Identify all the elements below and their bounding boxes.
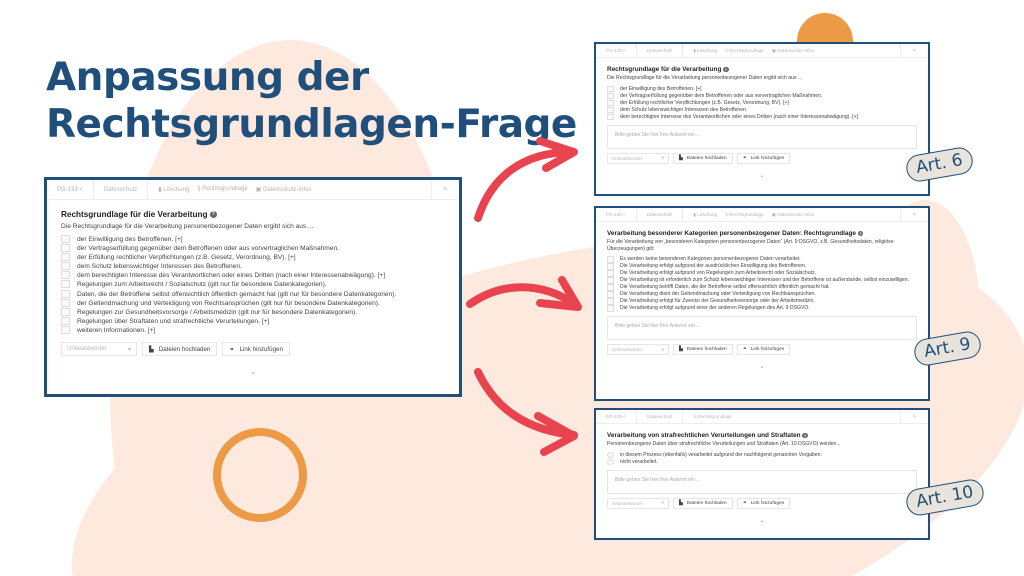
article-badge-art6: Art. 6 (904, 145, 975, 183)
status-select[interactable]: Unbeantwortet ▾ (607, 344, 669, 355)
checkbox[interactable] (607, 86, 614, 92)
answer-textarea[interactable]: Bitte geben Sie hier Ihre Antwort ein ... (607, 125, 917, 149)
upload-files-button[interactable]: ▙ Dateien hochladen (142, 342, 217, 356)
add-link-button[interactable]: ⚭ Link hinzufügen (737, 153, 791, 164)
option-item[interactable]: der Vertragserfüllung gegenüber dem Betroffenen oder aus vorvertraglichen Maßnahmen. (607, 93, 917, 100)
pencil-icon: ✎ (912, 413, 917, 419)
option-item[interactable]: Die Verarbeitung ist erforderlich zum Schutz lebenswichtiger Interessen und der Betroffene ist außerstande, selbst einzuwilligen. (607, 277, 917, 284)
link-icon: ⚭ (229, 345, 235, 353)
edit-button[interactable] (431, 180, 459, 199)
title-line-1: Anpassung der (46, 55, 369, 100)
question-id[interactable]: PG-135 < (596, 410, 637, 423)
tag-rechtsgrundlage[interactable]: § Rechtsgrundlage (693, 414, 732, 419)
question-description: Die Rechtsgrundlage für die Verarbeitung personenbezogener Daten ergibt sich aus ... (61, 223, 314, 230)
card-actions (607, 344, 917, 355)
checkbox[interactable] (61, 280, 70, 288)
file-icon: ▙ (679, 347, 683, 352)
question-title: Verarbeitung besonderer Kategorien personenbezogener Daten: Rechtsgrundlage ? (607, 230, 862, 237)
tag-rechtsgrundlage[interactable]: § Rechtsgrundlage (197, 186, 248, 192)
file-icon: ▙ (149, 345, 154, 353)
option-item[interactable]: Es werden keine besonderen Kategorien personenbezogener Daten verarbeitet. (607, 256, 917, 263)
checkbox[interactable] (61, 271, 70, 279)
checkbox[interactable] (61, 317, 70, 325)
id-card-icon: ▣ (255, 187, 262, 193)
question-description: Für die Verarbeitung von „besonderen Kategorien personenbezogener Daten“ (Art. 9 DSGVO, z.B. Gesundheitsdaten, religiöse Überzeugungen) gilt: (607, 239, 894, 252)
tag-datenschutz-infos[interactable]: ▣ Datenschutz-Infos (255, 187, 312, 193)
edit-button[interactable] (900, 208, 928, 221)
share-icon: < (623, 414, 626, 419)
category-label: Datenschutz (637, 208, 684, 221)
checkbox[interactable] (607, 100, 614, 106)
option-item[interactable]: Die Verarbeitung erfolgt aufgrund von Regelungen zum Arbeitsrecht oder Sozialschutz. (607, 270, 917, 277)
option-list (607, 256, 917, 312)
tag-list (148, 186, 431, 193)
tag-loeschung[interactable]: ▮ Löschung (693, 47, 718, 53)
option-list (607, 452, 917, 466)
option-item[interactable]: dem berechtigten Interesse des Verantwortlichen oder eines Dritten (nach einer Interessenabwägung). [+] (607, 114, 917, 121)
card-toolbar (596, 410, 928, 424)
checkbox[interactable] (61, 290, 70, 298)
pencil-icon: ✎ (442, 187, 449, 193)
upload-files-button[interactable]: ▙ Dateien hochladen (673, 153, 733, 164)
question-card-art6 (594, 42, 930, 196)
id-card-icon: ▣ (771, 211, 777, 217)
checkbox[interactable] (607, 263, 614, 269)
expand-chevron-icon[interactable]: ⌄ (759, 517, 765, 524)
tag-datenschutz-infos[interactable]: ▣ Datenschutz-Infos (771, 211, 815, 217)
category-label: Datenschutz (94, 180, 148, 199)
expand-chevron-icon[interactable]: ⌄ (759, 172, 765, 179)
paragraph-icon: § (197, 186, 201, 192)
help-icon[interactable]: ? (211, 211, 215, 218)
card-toolbar (47, 180, 459, 200)
trash-icon: ▮ (158, 187, 162, 193)
option-item[interactable]: dem Schutz lebenswichtiger Interessen des Betroffenen. (61, 262, 445, 271)
option-item[interactable]: der Erfüllung rechtlicher Verpflichtungen (z.B. Gesetz, Verordnung, BV). [+] (607, 100, 917, 107)
link-icon: ⚭ (742, 347, 747, 352)
question-title: Rechtsgrundlage für die Verarbeitung ? (61, 210, 215, 219)
tag-list (683, 48, 900, 54)
link-icon: ⚭ (742, 500, 747, 506)
article-badge-art10: Art. 10 (904, 477, 985, 517)
checkbox[interactable] (607, 277, 614, 283)
checkbox[interactable] (607, 270, 614, 276)
upload-files-button[interactable]: ▙ Dateien hochladen (673, 498, 733, 509)
option-item[interactable]: in diesem Prozess (ebenfalls) verarbeitet aufgrund der nachfolgend genannten Vorgaben. (607, 452, 917, 459)
file-icon: ▙ (679, 500, 683, 506)
id-card-icon: ▣ (771, 47, 777, 53)
article-badge-art9: Art. 9 (912, 329, 983, 367)
tag-list (683, 212, 900, 218)
checkbox[interactable] (607, 107, 614, 113)
checkbox[interactable] (607, 114, 614, 120)
card-actions (61, 342, 445, 356)
category-label: Datenschutz (637, 44, 684, 57)
question-id[interactable]: PG-133 < (596, 44, 637, 57)
pencil-icon: ✎ (912, 47, 917, 53)
checkbox[interactable] (607, 305, 614, 311)
tag-list (683, 414, 900, 419)
checkbox[interactable] (61, 235, 70, 243)
category-label: Datenschutz (637, 410, 684, 423)
status-select[interactable]: Unbeantwortet ▾ (607, 498, 669, 509)
checkbox[interactable] (607, 256, 614, 262)
option-item[interactable]: der Vertragserfüllung gegenüber dem Betroffenen oder aus vorvertraglichen Maßnahmen. (61, 244, 445, 253)
pencil-icon: ✎ (912, 211, 917, 217)
checkbox[interactable] (61, 244, 70, 252)
checkbox[interactable] (61, 308, 70, 316)
orange-ring-decoration (213, 428, 307, 522)
option-item[interactable]: Die Verarbeitung dient der Geltendmachung oder Verteidigung von Rechtsansprüchen. (607, 291, 917, 298)
question-title: Verarbeitung von strafrechtlichen Verurteilungen und Straftaten ? (607, 432, 807, 439)
answer-textarea[interactable]: Bitte geben Sie hier Ihre Antwort ein ... (607, 316, 917, 340)
option-list (607, 86, 917, 121)
edit-button[interactable] (900, 410, 928, 423)
card-actions (607, 498, 917, 509)
tag-loeschung[interactable]: ▮ Löschung (158, 187, 190, 193)
edit-button[interactable] (900, 44, 928, 57)
add-link-button[interactable]: ⚭ Link hinzufügen (737, 344, 791, 355)
card-toolbar (596, 44, 928, 58)
option-item[interactable]: weiteren Informationen. [+] (61, 326, 445, 335)
help-icon[interactable]: ? (859, 230, 862, 236)
file-icon: ▙ (679, 155, 683, 161)
tag-datenschutz-infos[interactable]: ▣ Datenschutz-Infos (771, 47, 815, 53)
checkbox[interactable] (61, 326, 70, 334)
paragraph-icon: § (725, 47, 728, 53)
status-select[interactable]: Unbeantwortet ▾ (61, 342, 137, 356)
tag-loeschung[interactable]: ▮ Löschung (693, 211, 718, 217)
status-select[interactable]: Unbeantwortet ▾ (607, 153, 669, 164)
caret-down-icon: ▾ (661, 500, 664, 505)
tag-rechtsgrundlage[interactable]: § Rechtsgrundlage (725, 211, 764, 217)
question-description: Die Rechtsgrundlage für die Verarbeitung personenbezogener Daten ergibt sich aus ... (607, 75, 803, 81)
arrow-to-art6-icon (478, 141, 574, 218)
option-item[interactable]: Die Verarbeitung erfolgt aufgrund einer der anderen Regelungen des Art. 9 DSGVO. (607, 305, 917, 312)
paragraph-icon: § (725, 211, 728, 217)
caret-down-icon: ▾ (661, 346, 664, 352)
upload-files-button[interactable]: ▙ Dateien hochladen (673, 344, 733, 355)
option-item[interactable]: Daten, die der Betroffene selbst offensichtlich öffentlich gemacht hat (gilt nur für besondere Datenkategorien). (61, 290, 445, 299)
option-item[interactable]: Regelungen zur Gesundheitsvorsorge / Arbeitsmedizin (gilt nur für besondere Datenkategorien). (61, 308, 445, 317)
paragraph-icon: § (693, 414, 696, 419)
radio-button[interactable] (607, 452, 614, 458)
checkbox[interactable] (607, 284, 614, 290)
page-title (46, 54, 577, 148)
question-card-main (44, 177, 462, 397)
tag-rechtsgrundlage[interactable]: § Rechtsgrundlage (725, 47, 764, 53)
option-item[interactable]: Die Verarbeitung betrifft Daten, die der Betroffene selbst offensichtlich öffentlich gemacht hat. (607, 284, 917, 291)
add-link-button[interactable]: ⚭ Link hinzufügen (222, 342, 290, 356)
trash-icon: ▮ (693, 47, 696, 53)
answer-textarea[interactable]: Bitte geben Sie hier Ihre Antwort ein ... (607, 470, 917, 494)
caret-down-icon: ▾ (127, 346, 131, 353)
link-icon: ⚭ (742, 155, 747, 161)
checkbox[interactable] (607, 298, 614, 304)
option-item[interactable]: nicht verarbeitet. (607, 459, 917, 466)
question-id[interactable]: PG-133 < (47, 180, 94, 199)
option-item[interactable]: Die Verarbeitung erfolgt für Zwecke der Gesundheitsvorsorge oder der Arbeitsmedizin. (607, 298, 917, 305)
radio-button[interactable] (607, 459, 614, 465)
question-id[interactable]: PG-134 < (596, 208, 637, 221)
question-title: Rechtsgrundlage für die Verarbeitung ? (607, 66, 728, 73)
question-card-art9 (594, 206, 930, 401)
add-link-button[interactable]: ⚭ Link hinzufügen (737, 498, 791, 509)
share-icon: < (79, 186, 83, 193)
checkbox[interactable] (61, 253, 70, 261)
question-description: Personenbezogene Daten über strafrechtliche Verurteilungen und Straftaten (Art. 10 DSGVO) werden... (607, 441, 841, 447)
caret-down-icon: ▾ (661, 155, 664, 160)
help-icon[interactable]: ? (803, 432, 807, 438)
option-item[interactable]: Die Verarbeitung erfolgt aufgrund der ausdrücklichen Einwilligung des Betroffenen. (607, 263, 917, 270)
checkbox[interactable] (61, 299, 70, 307)
expand-chevron-icon[interactable]: ⌄ (759, 364, 765, 370)
card-toolbar (596, 208, 928, 222)
share-icon: < (623, 212, 626, 217)
checkbox[interactable] (607, 291, 614, 297)
help-icon[interactable]: ? (724, 66, 728, 72)
option-item[interactable]: dem berechtigten Interesse des Verantwortlichen oder eines Dritten (nach einer Interessenabwägung). [+] (61, 271, 445, 280)
option-item[interactable]: Regelungen über Straftaten und strafrechtliche Verurteilungen. [+] (61, 317, 445, 326)
share-icon: < (623, 48, 626, 53)
option-item[interactable]: der Geltendmachung und Verteidigung von Rechtsansprüchen (gilt nur für besondere Datenkategorien). (61, 299, 445, 308)
option-item[interactable]: dem Schutz lebenswichtiger Interessen des Betroffenen. (607, 107, 917, 114)
checkbox[interactable] (61, 262, 70, 270)
option-item[interactable]: der Erfüllung rechtlicher Verpflichtungen (z.B. Gesetz, Verordnung, BV). [+] (61, 253, 445, 262)
option-item[interactable]: der Einwilligung des Betroffenen. [+] (61, 235, 445, 244)
checkbox[interactable] (607, 93, 614, 99)
option-item[interactable]: Regelungen zum Arbeitsrecht / Sozialschutz (gilt nur für besondere Datenkategorien). (61, 280, 445, 289)
card-actions (607, 153, 917, 164)
trash-icon: ▮ (693, 211, 696, 217)
question-card-art10 (594, 408, 930, 540)
expand-chevron-icon[interactable]: ⌄ (250, 369, 256, 377)
option-list (61, 235, 445, 335)
title-line-2: Rechtsgrundlagen-Frage (46, 102, 577, 147)
option-item[interactable]: der Einwilligung des Betroffenen. [+] (607, 86, 917, 93)
